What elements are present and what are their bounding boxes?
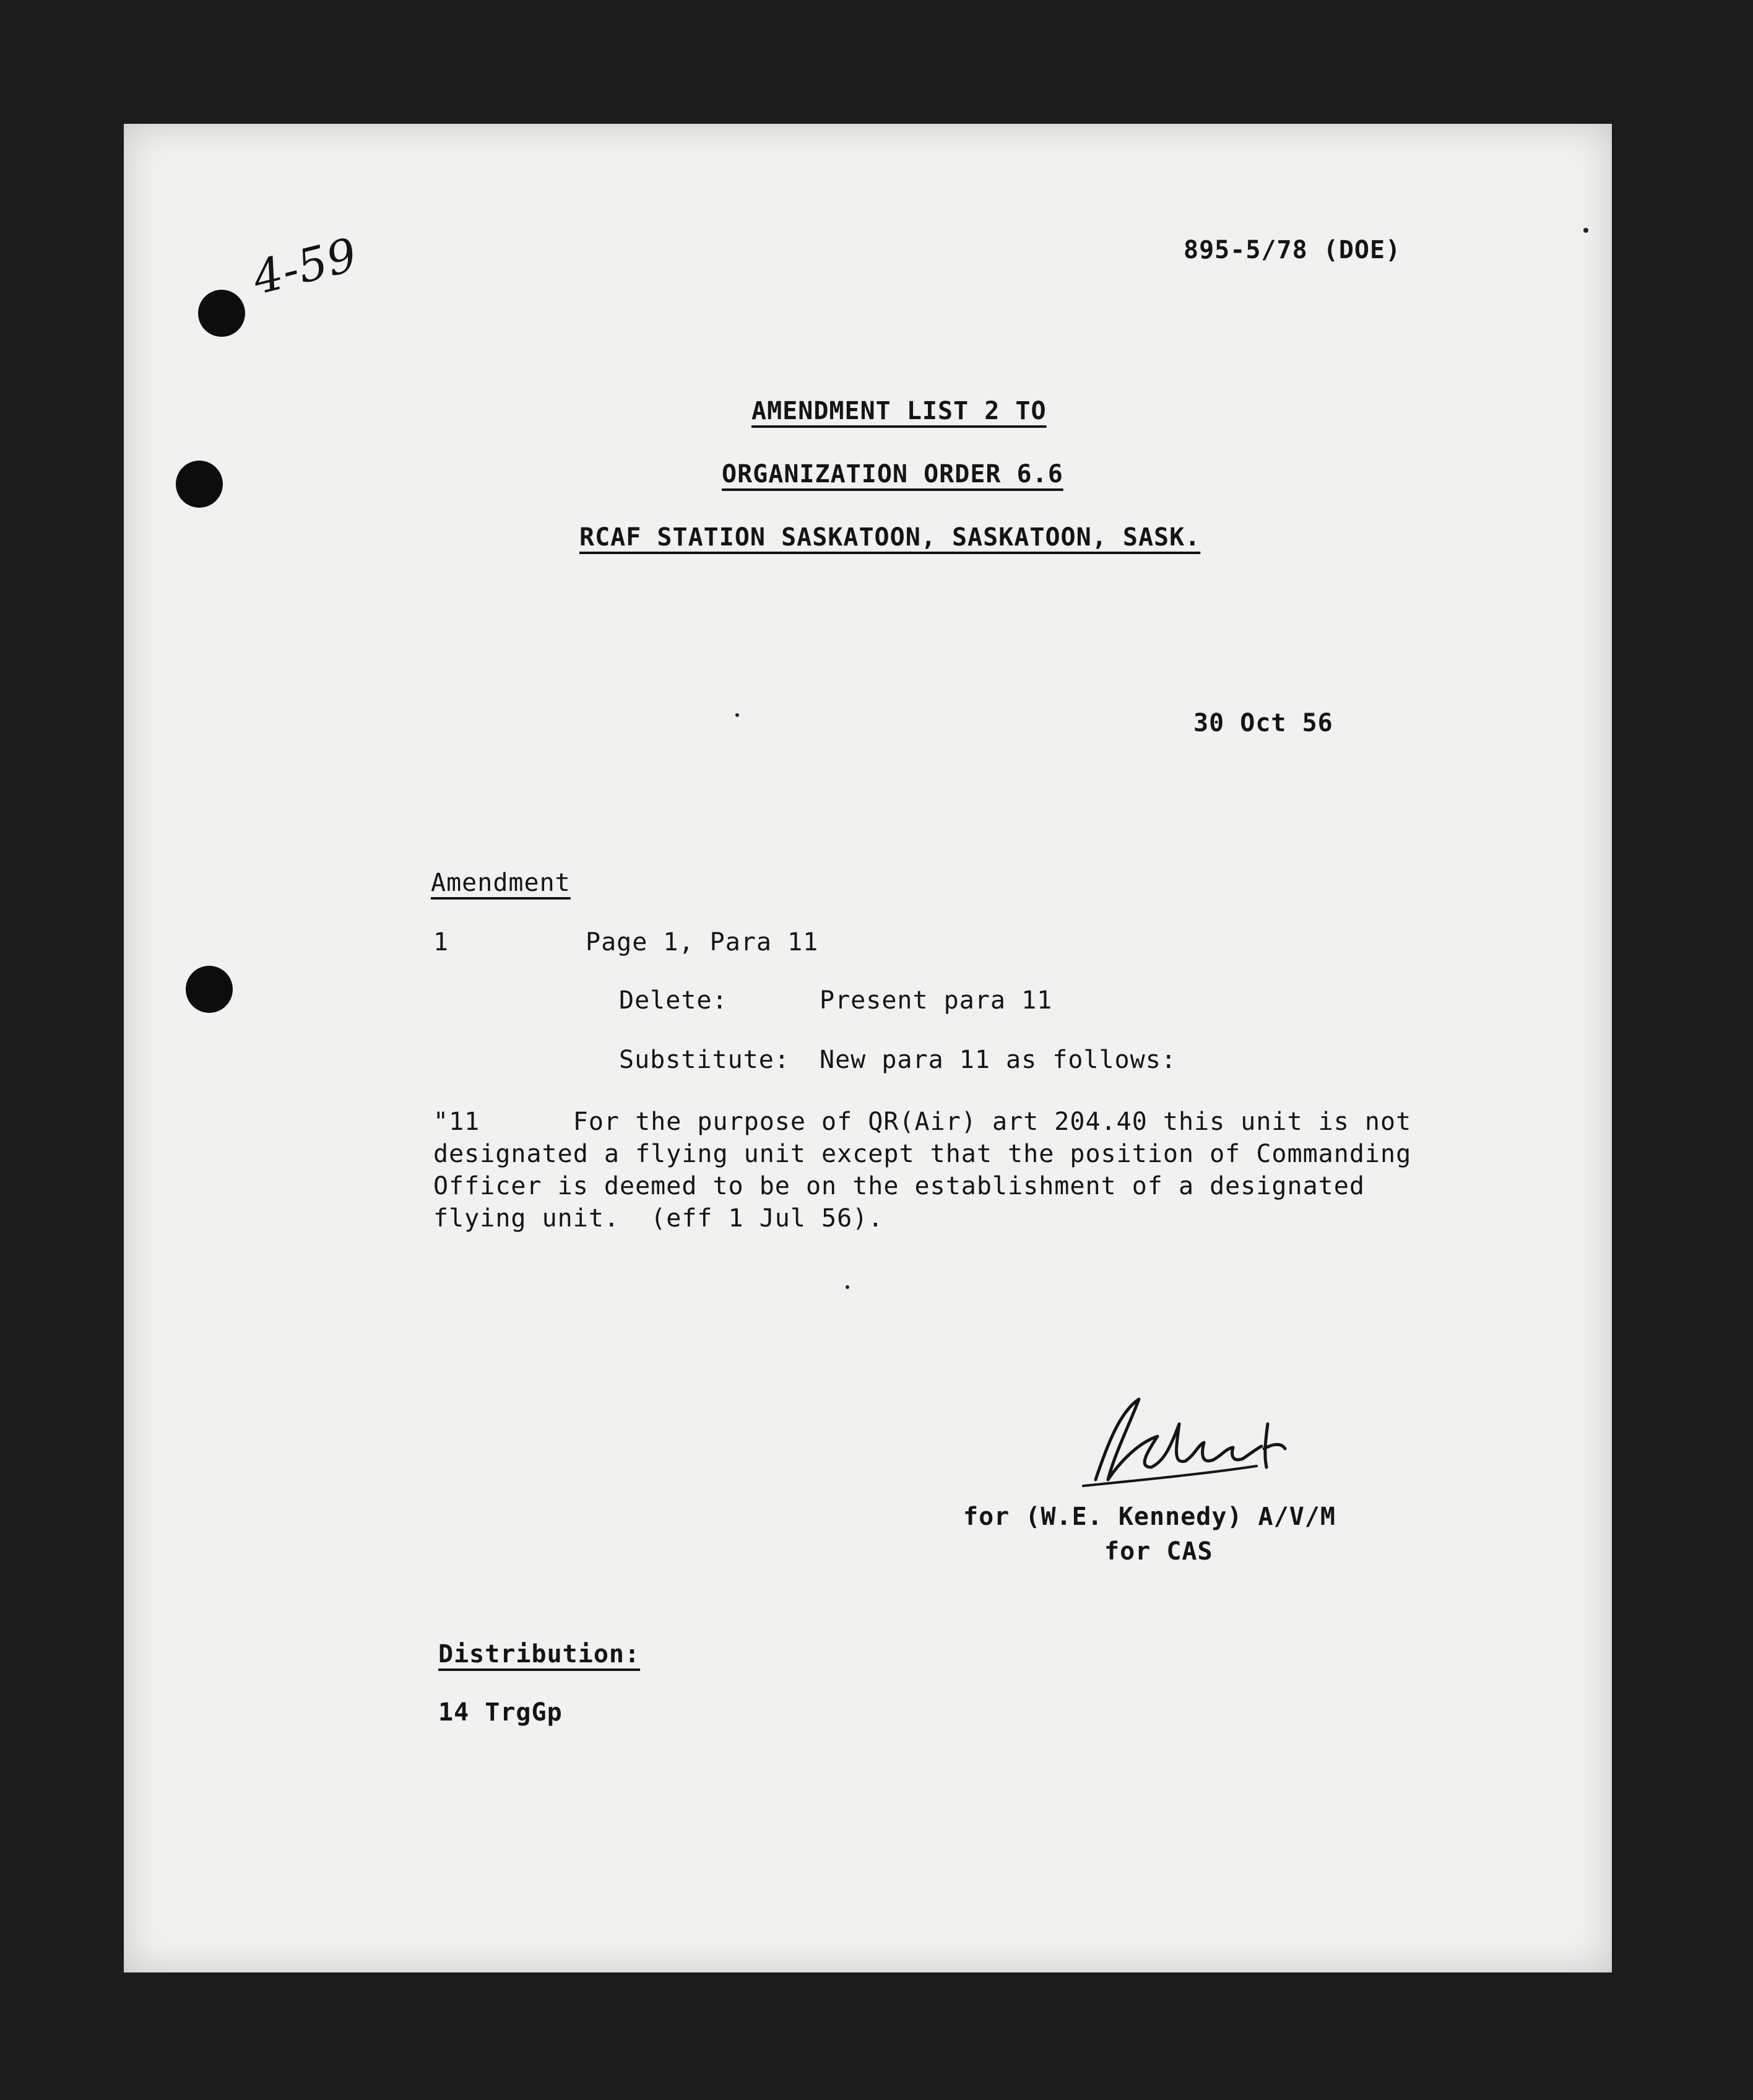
amendment-label: Amendment xyxy=(431,869,571,897)
scan-speck xyxy=(846,1285,849,1289)
scan-speck xyxy=(735,713,739,717)
punch-hole-bottom xyxy=(186,966,233,1013)
item-number: 1 xyxy=(433,928,449,957)
heading-line-3: RCAF STATION SASKATOON, SASKATOON, SASK. xyxy=(579,523,1201,552)
document-date: 30 Oct 56 xyxy=(1193,709,1333,737)
file-reference: 895-5/78 (DOE) xyxy=(1184,236,1401,264)
scan-speck xyxy=(1583,228,1588,233)
paragraph-line-4: flying unit. (eff 1 Jul 56). xyxy=(433,1204,884,1233)
delete-label: Delete: xyxy=(619,986,728,1015)
paragraph-line-2: designated a flying unit except that the position of Commanding xyxy=(433,1140,1412,1168)
paragraph-line-3: Officer is deemed to be on the establishment of a designated xyxy=(433,1172,1365,1200)
distribution-value: 14 TrgGp xyxy=(438,1698,563,1727)
punch-hole-top xyxy=(198,290,245,337)
distribution-label: Distribution: xyxy=(438,1640,641,1668)
handwritten-note: 4-59 xyxy=(247,228,363,305)
signature-line-2: for CAS xyxy=(1104,1537,1213,1566)
document-paper xyxy=(124,124,1612,1972)
handwritten-signature xyxy=(1071,1387,1294,1498)
heading-line-2: ORGANIZATION ORDER 6.6 xyxy=(722,460,1063,488)
substitute-label: Substitute: xyxy=(619,1046,790,1074)
punch-hole-middle xyxy=(176,461,223,508)
paragraph-line-1: "11 For the purpose of QR(Air) art 204.40 this unit is not xyxy=(433,1108,1412,1136)
substitute-value: New para 11 as follows: xyxy=(820,1046,1177,1074)
delete-value: Present para 11 xyxy=(820,986,1053,1015)
item-reference: Page 1, Para 11 xyxy=(586,928,819,957)
heading-line-1: AMENDMENT LIST 2 TO xyxy=(751,397,1047,425)
signature-line-1: for (W.E. Kennedy) A/V/M xyxy=(963,1503,1336,1531)
